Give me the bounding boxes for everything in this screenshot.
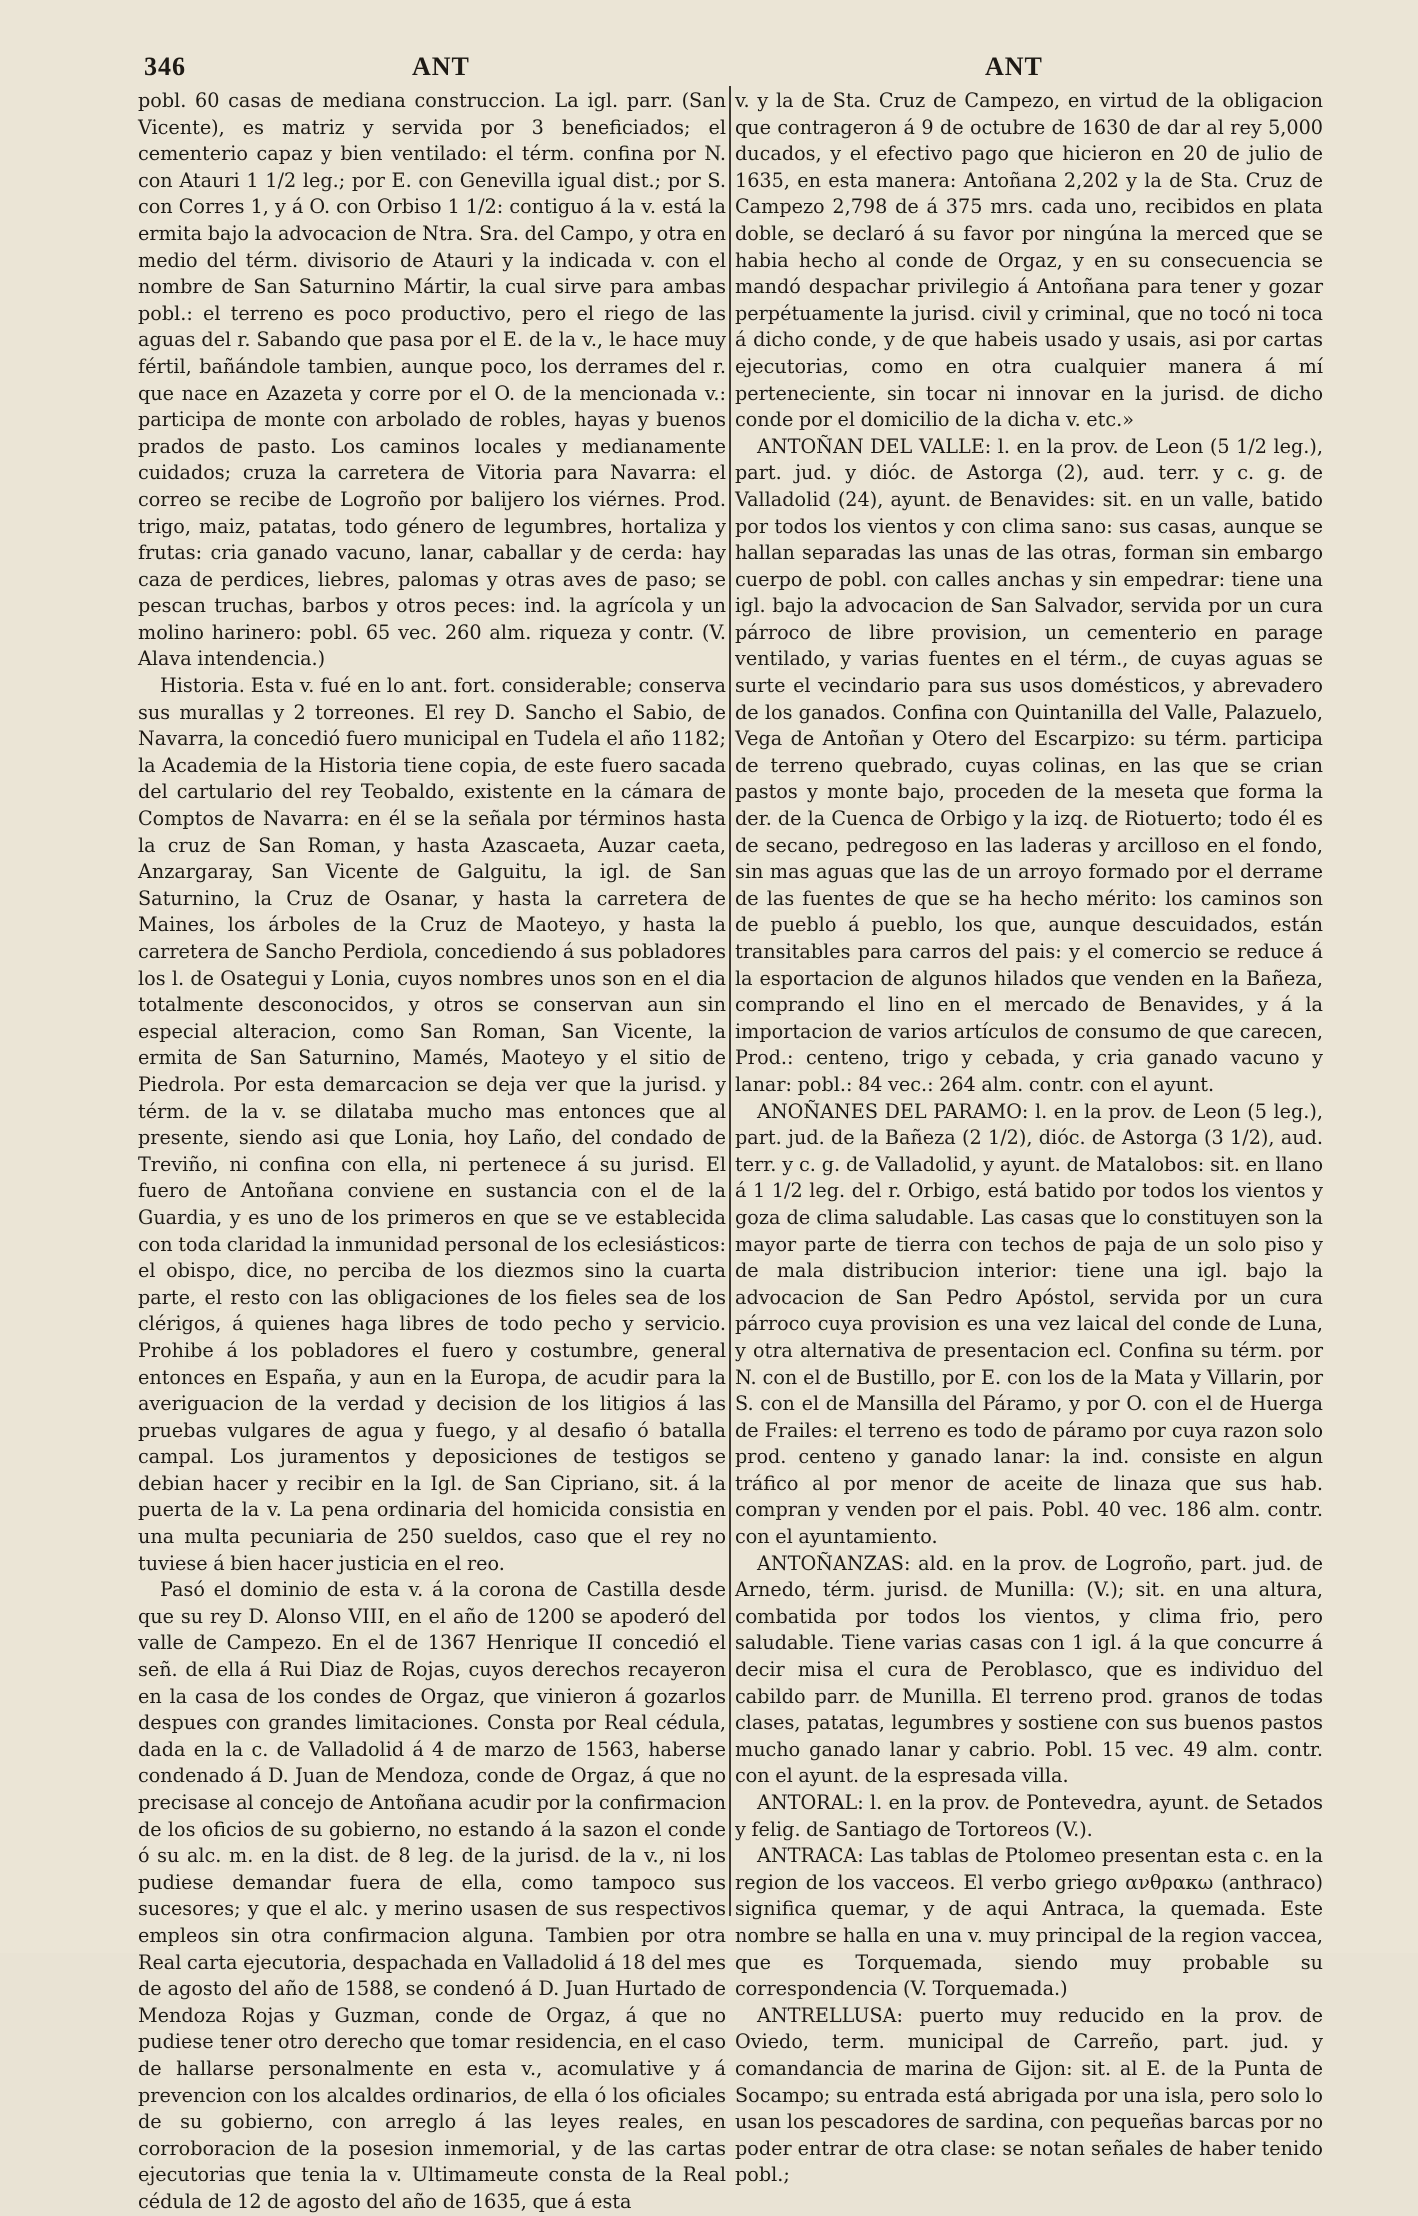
paragraph: pobl. 60 casas de mediana construccion. La igl. parr. (San Vicente), es matriz y servida por 3 beneficiados; el cementerio capaz y bien ventilado: el térm. confina por N. con Atauri 1 1/2 leg.; por E. con Genevilla igual dist.; por S. con Corres 1, y á O. con Orbiso 1 1/2: contiguo á la v. está la ermita bajo la advocacion de Ntra. Sra. del Campo, y otra en medio del térm. divisorio de Atauri y la indicada v. con el nombre de San Saturnino Mártir, la cual sirve para ambas pobl.: el terreno es poco productivo, pero el riego de las aguas del r. Sabando que pasa por el E. de la v., le hace muy fértil, bañándole tambien, aunque poco, los derrames del r. que nace en Azazeta y corre por el O. de la mencionada v.: participa de monte con arbolado de robles, hayas y buenos prados de pasto. Los caminos locales y medianamente cuidados; cruza la carretera de Vitoria para Navarra: el correo se recibe de Logroño por balijero los viérnes. Prod. trigo, maiz, patatas, todo género de legumbres, hortaliza y frutas: cria ganado vacuno, lanar, caballar y de cerda: hay caza de perdices, liebres, palomas y otras aves de paso; se pescan truchas, barbos y otros peces: ind. la agrícola y un molino harinero: pobl. 65 vec. 260 alm. riqueza y contr. (V. Alava intendencia.) — [138, 89, 726, 671]
dictionary-entry: ANTRACA: Las tablas de Ptolomeo presentan esta c. en la region de los vacceos. El verbo griego ανθρακω (anthraco) significa quemar, y de aqui Antraca, la quemada. Este nombre se halla en una v. muy principal de la region vaccea, que es Torquemada, siendo muy probable su correspondencia (V. Torquemada.) — [735, 1844, 1323, 2001]
dictionary-entry: ANTRELLUSA: puerto muy reducido en la prov. de Oviedo, term. municipal de Carreño, part. jud. y comandancia de marina de Gijon: sit. al E. de la Punta de Socampo; su entrada está abrigada por una isla, pero solo lo usan los pescadores de sardina, con pequeñas barcas por no poder entrar de otra clase: se notan señales de haber tenido pobl.; — [735, 2003, 1323, 2187]
right-column — [735, 88, 1323, 2189]
dictionary-entry: ANOÑANES DEL PARAMO: l. en la prov. de Leon (5 leg.), part. jud. de la Bañeza (2 1/2), dióc. de Astorga (3 1/2), aud. terr. y c. g. de Valladolid, y ayunt. de Matalobos: sit. en llano á 1 1/2 leg. del r. Orbigo, está batido por todos los vientos y goza de clima saludable. Las casas que lo constituyen son la mayor parte de tierra con techos de paja de un solo piso y de mala distribucion interior: tiene una igl. bajo la advocacion de San Pedro Apóstol, servida por un cura párroco cuya provision es una vez laical del conde de Luna, y otra alternativa de presentacion ecl. Confina su térm. por N. con el de Bustillo, por E. con los de la Mata y Villarin, por S. con el de Mansilla del Páramo, y por O. con el de Huerga de Frailes: el terreno es todo de páramo por cuya razon solo prod. centeno y ganado lanar: la ind. consiste en algun tráfico al por menor de aceite de linaza que sus hab. compran y venden por el pais. Pobl. 40 vec. 186 alm. contr. con el ayuntamiento. — [735, 1099, 1323, 1549]
dictionary-entry: ANTOÑANZAS: ald. en la prov. de Logroño, part. jud. de Arnedo, térm. jurisd. de Munilla: (V.); sit. en una altura, combatida por todos los vientos, y clima frio, pero saludable. Tiene varias casas con 1 igl. á la que concurre á decir misa el cura de Peroblasco, que es individuo del cabildo parr. de Munilla. El terreno prod. granos de todas clases, patatas, legumbres y sostiene con sus buenos pastos mucho ganado lanar y cabrio. Pobl. 15 vec. 49 alm. contr. con el ayunt. de la espresada villa. — [735, 1551, 1323, 1788]
column-divider — [729, 86, 731, 1916]
paragraph: Historia. Esta v. fué en lo ant. fort. considerable; conserva sus murallas y 2 torreones. El rey D. Sancho el Sabio, de Navarra, la concedió fuero municipal en Tudela el año 1182; la Academia de la Historia tiene copia, de este fuero sacada del cartulario del rey Teobaldo, existente en la cámara de Comptos de Navarra: en él se la señala por términos hasta la cruz de San Roman, y hasta Azascaeta, Auzar caeta, Anzargaray, San Vicente de Galguitu, la igl. de San Saturnino, la Cruz de Osanar, y hasta la carretera de Maines, los árboles de la Cruz de Maoteyo, y hasta la carretera de Sancho Perdiola, concediendo á sus pobladores los l. de Osategui y Lonia, cuyos nombres unos son en el dia totalmente desconocidos, y otros se conservan aun sin especial alteracion, como San Roman, San Vicente, la ermita de San Saturnino, Mamés, Maoteyo y el sitio de Piedrola. Por esta demarcacion se deja ver que la jurisd. y térm. de la v. se dilataba mucho mas entonces que al presente, siendo asi que Lonia, hoy Laño, del condado de Treviño, ni confina con ella, ni pertenece á su jurisd. El fuero de Antoñana conviene en sustancia con el de la Guardia, y es uno de los primeros en que se ve establecida con toda claridad la inmunidad personal de los eclesiásticos: el obispo, dice, no perciba de los diezmos sino la cuarta parte, el resto con las obligaciones de los fieles sea de los clérigos, á quienes haga libres de todo pecho y servicio. Prohibe á los pobladores el fuero y costumbre, general entonces en España, y aun en la Europa, de acudir para la averiguacion de la verdad y decision de los litigios á las pruebas vulgares de agua y fuego, y al desafio ó batalla campal. Los juramentos y deposiciones de testigos se debian hacer y recibir en la Igl. de San Cipriano, sit. á la puerta de la v. La pena ordinaria del homicida consistia en una multa pecuniaria de 250 sueldos, caso que el rey no tuviese á bien hacer justicia en el reo. — [138, 674, 726, 1575]
dictionary-entry: ANTOÑAN DEL VALLE: l. en la prov. de Leon (5 1/2 leg.), part. jud. y dióc. de Astorga (2), aud. terr. y c. g. de Valladolid (24), ayunt. de Benavides: sit. en un valle, batido por todos los vientos y con clima sano: sus casas, aunque se hallan separadas las unas de las otras, forman sin embargo cuerpo de pobl. con calles anchas y sin empedrar: tiene una igl. bajo la advocacion de San Salvador, servida por un cura párroco de libre provision, un cementerio en parage ventilado, y varias fuentes en el térm., de cuyas aguas se surte el vecindario para sus usos domésticos, y abrevadero de los ganados. Confina con Quintanilla del Valle, Palazuelo, Vega de Antoñan y Otero del Escarpizo: su térm. participa de terreno quebrado, cuyas colinas, en las que se crian pastos y monte bajo, proceden de la meseta que forma la der. de la Cuenca de Orbigo y la izq. de Riotuerto; todo él es de secano, pedregoso en las laderas y arcilloso en el fondo, sin mas aguas que las de un arroyo formado por el derrame de las fuentes de que se ha hecho mérito: los caminos son de pueblo á pueblo, los que, aunque descuidados, están transitables para carros del pais: y el comercio se reduce á la esportacion de algunos hilados que venden en la Bañeza, comprando el lino en el mercado de Benavides, y á la importacion de varios artículos de consumo de que carecen, Prod.: centeno, trigo y cebada, y cria ganado vacuno y lanar: pobl.: 84 vec.: 264 alm. contr. con el ayunt. — [735, 434, 1323, 1096]
paragraph: Pasó el dominio de esta v. á la corona de Castilla desde que su rey D. Alonso VIII, en el año de 1200 se apoderó del valle de Campezo. En el de 1367 Henrique II concedió el señ. de ella á Rui Diaz de Rojas, cuyos derechos recayeron en la casa de los condes de Orgaz, que vinieron á gozarlos despues con grandes limitaciones. Consta por Real cédula, dada en la c. de Valladolid á 4 de marzo de 1563, haberse condenado á D. Juan de Mendoza, conde de Orgaz, á que no precisase al concejo de Antoñana acudir por la confirmacion de los oficios de su gobierno, no estando á la sazon el conde ó su alc. m. en la dist. de 8 leg. de la jurisd. de la v., ni los pudiese demandar fuera de ella, como tampoco sus sucesores; y que el alc. y merino usasen de sus respectivos empleos sin otra confirmacion alguna. Tambien por otra Real carta ejecutoria, despachada en Valladolid á 18 del mes de agosto del año de 1588, se condenó á D. Juan Hurtado de Mendoza Rojas y Guzman, conde de Orgaz, á que no pudiese tener otro derecho que tomar residencia, en el caso de hallarse personalmente en esta v., acomulative y á prevencion con los alcaldes ordinarios, de ella ó los oficiales de su gobierno, con arreglo á las leyes reales, en corroboracion de la posesion inmemorial, y de las cartas ejecutorias que tenia la v. Ultimameute consta de la Real cédula de 12 de agosto del año de 1635, que á esta — [138, 1578, 726, 2213]
dictionary-entry: ANTORAL: l. en la prov. de Pontevedra, ayunt. de Setados y felig. de Santiago de Tortoreos (V.). — [735, 1791, 1323, 1841]
paragraph: v. y la de Sta. Cruz de Campezo, en virtud de la obligacion que contrageron á 9 de octubre de 1630 de dar al rey 5,000 ducados, y el efectivo pago que hicieron en 20 de julio de 1635, en esta manera: Antoñana 2,202 y la de Sta. Cruz de Campezo 2,798 de á 375 mrs. cada uno, recibidos en plata doble, se declaró á su favor por ningúna la merced que se habia hecho al conde de Orgaz, y en su consecuencia se mandó despachar privilegio á Antoñana para tener y gozar perpétuamente la jurisd. civil y criminal, que no tocó ni toca á dicho conde, y de que habeis usado y usais, asi por cartas ejecutorias, como en otra cualquier manera á mí perteneciente, sin tocar ni innovar en la jurisd. de dicho conde por el domicilio de la dicha v. etc.» — [735, 89, 1323, 432]
page-number: 346 — [144, 52, 186, 81]
left-column — [138, 88, 726, 2216]
page-header — [0, 48, 1418, 88]
left-running-head: ANT — [412, 52, 470, 81]
right-running-head: ANT — [985, 52, 1043, 81]
